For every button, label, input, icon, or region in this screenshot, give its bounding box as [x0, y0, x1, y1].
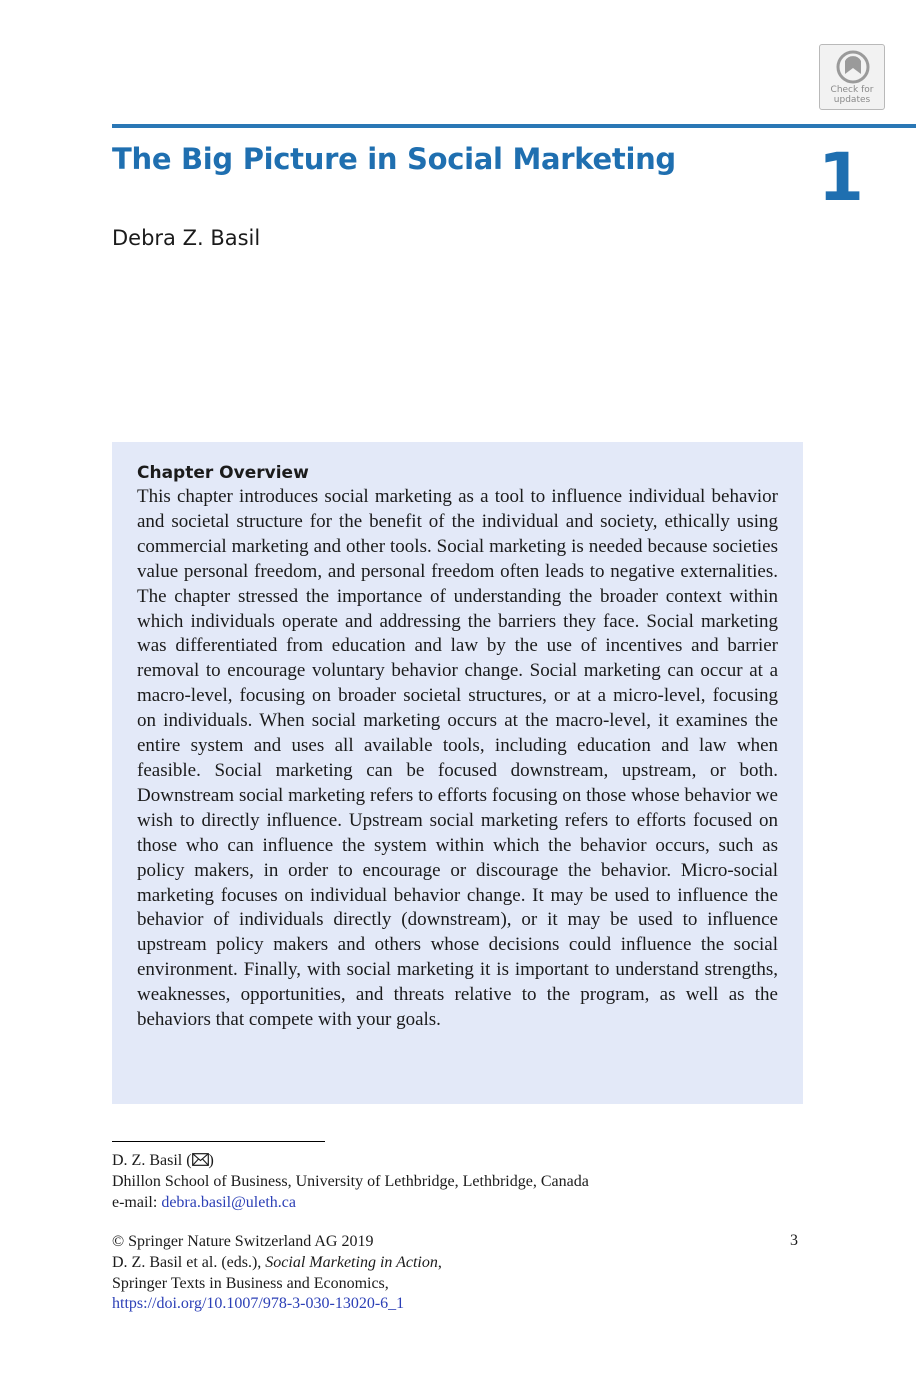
- citation-line: [112, 1253, 442, 1273]
- citation-book-title: Social Marketing in Action: [265, 1254, 438, 1271]
- email-label: e-mail:: [112, 1194, 162, 1211]
- check-updates-icon: [836, 50, 870, 84]
- footnote-affiliation: Dhillon School of Business, University of Lethbridge, Lethbridge, Canada: [112, 1173, 589, 1190]
- doi-link[interactable]: https://doi.org/10.1007/978-3-030-13020-6_1: [112, 1295, 405, 1312]
- check-for-updates-badge[interactable]: [819, 44, 885, 110]
- email-link[interactable]: debra.basil@uleth.ca: [161, 1194, 296, 1211]
- overview-heading: Chapter Overview: [137, 463, 309, 483]
- chapter-overview-box: [112, 442, 803, 1104]
- overview-text: This chapter introduces social marketing as a tool to influence individual behavior and societal structure for the benefit of the individual and society, ethically using commercial marketing and other tools. Social marketing is needed because societies value personal freedom, and personal freedom often leads to negative externalities. The chapter stressed the importance of understanding the broader context within which individuals operate and addressing the barriers they face. Social marketing was differentiated from education and law by the use of incentives and barrier removal to encourage voluntary behavior change. Social marketing can occur at a macro-level, focusing on broader societal structures, or at a micro-level, focusing on individuals. When social marketing occurs at the macro-level, it examines the entire system and uses all available tools, including education and law when feasible. Social marketing can be focused downstream, upstream, or both. Downstream social marketing refers to efforts focusing on those whose behavior we wish to directly influence. Upstream social marketing refers to efforts focused on those who can influence the system within which the behavior occurs, such as policy makers, in order to encourage or discourage the behavior. Micro-social marketing focuses on individual behavior change. It may be used to influence the behavior of individuals directly (downstream), or it may be used to influence upstream policy makers and others whose decisions could influence the social environment. Finally, with social marketing it is important to understand strengths, weaknesses, opportunities, and threats relative to the program, as well as the behaviors that compete with your goals.: [137, 486, 778, 1031]
- chapter-author: Debra Z. Basil: [112, 226, 261, 250]
- badge-line-2: updates: [833, 95, 871, 105]
- series-line: Springer Texts in Business and Economics,: [112, 1275, 389, 1292]
- chapter-top-rule: [112, 124, 916, 128]
- chapter-number: 1: [818, 139, 864, 216]
- citation-comma: ,: [437, 1254, 442, 1271]
- copyright-line: © Springer Nature Switzerland AG 2019: [112, 1233, 374, 1250]
- footnote-email-line: [112, 1193, 296, 1213]
- footnote-rule: [112, 1141, 325, 1142]
- citation-editors: D. Z. Basil et al. (eds.),: [112, 1254, 266, 1271]
- envelope-icon: [192, 1153, 209, 1166]
- badge-line-1: Check for: [830, 85, 874, 95]
- footnote-author-name: D. Z. Basil (: [112, 1152, 192, 1169]
- page-number: 3: [790, 1232, 798, 1249]
- chapter-title: The Big Picture in Social Marketing: [112, 142, 676, 176]
- footnote-author-line: [112, 1151, 214, 1171]
- footnote-author-close: ): [208, 1152, 214, 1169]
